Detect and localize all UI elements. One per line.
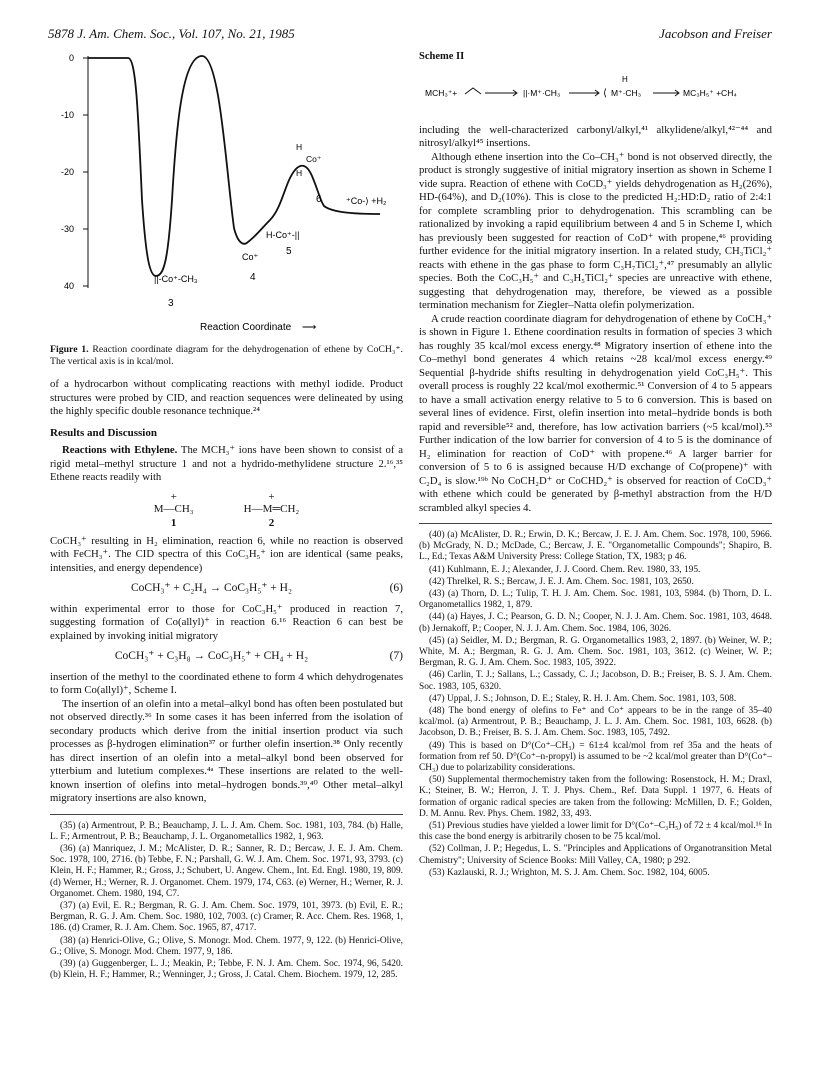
structure-1 bbox=[154, 491, 194, 529]
species-3-number: 3 bbox=[168, 298, 174, 309]
ethylene-icon bbox=[465, 88, 481, 94]
reference: (41) Kuhlmann, E. J.; Alexander, J. J. Coord. Chem. Rev. 1980, 33, 195. bbox=[429, 564, 701, 575]
reference: (51) Previous studies have yielded a lower limit for D°(Co⁺–C₃H₅) of 72 ± 4 kcal/mol.¹⁶ In this case the bond energy is arbitrarily chosen to be 75 kcal/mol. bbox=[419, 821, 772, 843]
footnotes-left bbox=[50, 814, 403, 982]
structures bbox=[50, 491, 403, 529]
structure-formula: M—CH₃ bbox=[153, 502, 194, 515]
equation-number: (7) bbox=[389, 650, 403, 662]
figure-1 bbox=[50, 50, 403, 340]
reference: (35) (a) Armentrout, P. B.; Beauchamp, J. L. J. Am. Chem. Soc. 1981, 103, 784. (b) Halle, L. F.; Armentrout, P. B.; Beauchamp, J. L. Organometallics 1982, 1, 963. bbox=[50, 820, 403, 842]
y-tick-label: -10 bbox=[60, 110, 74, 120]
scheme-products: MC₃H₅⁺ +CH₄ bbox=[683, 87, 737, 98]
y-tick-label: 0 bbox=[68, 53, 74, 63]
paragraph: CoCH₃⁺ resulting in H₂ elimination, reaction 6, while no reaction is observed with FeCH₃⁺. The CID spectra of this CoC₃H₅⁺ ion are identical (same peaks, intensities, and energy dependence) bbox=[50, 534, 403, 574]
equation-6 bbox=[50, 582, 403, 596]
species-6-co: Co⁺ bbox=[306, 154, 322, 164]
species-6-number: 6 bbox=[316, 194, 322, 205]
structure-formula: H—M═CH₂ bbox=[243, 502, 300, 515]
scheme-title: Scheme II bbox=[419, 51, 465, 62]
reference: (43) (a) Thorn, D. L.; Tulip, T. H. J. Am. Chem. Soc. 1981, 103, 5984. (b) Thorn, D. L. Organometallics 1982, 1, 879. bbox=[419, 589, 772, 611]
equation-7 bbox=[50, 650, 403, 664]
y-tick-label: 40 bbox=[63, 281, 74, 291]
reference: (45) (a) Seidler, M. D.; Bergman, R. G. Organometallics 1983, 2, 1897. (b) Weiner, W. P.; White, M. A.; Bergman, R. G. J. Am. Chem. Soc. 1981, 103, 3612. (c) Weiner, W. P.; Bergman, R. G. J. Am. Chem. Soc. 1983, 105, 3922. bbox=[419, 635, 772, 669]
species-5-label: H-Co⁺-|| bbox=[266, 230, 300, 240]
caption-text: Reaction coordinate diagram for the dehydrogenation of ethene by CoCH₃⁺. The vertical axis is in kcal/mol. bbox=[50, 344, 403, 367]
paragraph: Although ethene insertion into the Co–CH₃⁺ bond is not observed directly, the product is strongly suggestive of initial migratory insertion as shown in Scheme I vide supra. Reaction of ethene with CoCD₃⁺ yields dehydrogenation as H₂(26%), HD-(64%), and D₂(10%). This is close to the predicted H₂:HD:D₂ ratio of 2:4:1 for complete scrambling prior to dehydrogenation. This scrambling can be rationalized by invoking a rapid equilibrium between 4 and 5 in Scheme I, which has previously been suggested for reaction of CoD⁺ with propene,⁴⁶ providing further evidence for the initial migratory insertion. In a related study, CH₃TiCl₂⁺ reacts with ethene in the gas phase to form C₃H₇TiCl₂⁺,⁴⁷ presumably an allylic species. Both the CoC₃H₅⁺ and C₃H₅TiCl₂⁺ species are unreactive with ethene, suggesting that dehydrogenation may, therefore, be viewed as a possible termination mechanism for Ziegler–Natta olefin polymerization. bbox=[419, 150, 772, 311]
scheme-intermediate-1: ||·M⁺·CH₃ bbox=[523, 87, 561, 98]
structure-2 bbox=[244, 491, 300, 529]
species-4-label: Co⁺ bbox=[242, 252, 259, 262]
y-tick-label: -30 bbox=[60, 224, 74, 234]
left-column bbox=[50, 50, 403, 982]
scheme-2 bbox=[419, 68, 772, 110]
scheme-intermediate-2: M⁺·CH₃ bbox=[611, 87, 642, 98]
reference: (40) (a) McAlister, D. R.; Erwin, D. K.; Bercaw, J. E. J. Am. Chem. Soc. 1978, 100, 5966. (b) McGrady, N. D.; McDade, C.; Bercaw, J. E. "Organometallic Compounds"; Shapiro, B. L., Ed.; Texas A&M University Press: College Station, TX, 1983; p 46. bbox=[419, 530, 772, 563]
x-axis-arrow-icon: ⟶ bbox=[302, 322, 317, 333]
section-heading: Results and Discussion bbox=[50, 426, 157, 439]
reference: (47) Uppal, J. S.; Johnson, D. E.; Staley, R. H. J. Am. Chem. Soc. 1981, 103, 508. bbox=[429, 693, 737, 704]
scheme-diagram bbox=[419, 68, 772, 110]
reference: (39) (a) Guggenberger, L. J.; Meakin, P.; Tebbe, F. N. J. Am. Chem. Soc. 1974, 96, 5420. (b) Klein, H. F.; Hammer, R.; Wenninger, J.; Gross, J. Catal. Chem. Biochem. 1979, 12, 285. bbox=[50, 958, 403, 981]
header-journal: 5878 J. Am. Chem. Soc., Vol. 107, No. 21, 1985 bbox=[48, 26, 295, 41]
x-axis-label: Reaction Coordinate bbox=[200, 322, 292, 333]
species-3-label: ||-Co⁺-CH₃ bbox=[154, 274, 198, 284]
reference: (38) (a) Henrici-Olive, G.; Olive, S. Monogr. Mod. Chem. 1977, 9, 122. (b) Henrici-Olive, G.; Olive, S. Monogr. Mod. Chem. 1977, 9, 186. bbox=[50, 935, 403, 957]
subsection-heading: Reactions with Ethylene. bbox=[62, 444, 178, 456]
right-column bbox=[419, 50, 772, 880]
footnotes-right bbox=[419, 523, 772, 879]
products-label: ⁺Co-⟩ +H₂ bbox=[346, 196, 387, 206]
equation-formula: CoCH₃⁺ + C₃H₈ → CoC₃H₅⁺ + CH₄ + H₂ bbox=[114, 650, 309, 662]
paragraph: of a hydrocarbon without complicating reactions with methyl iodide. Product structures were probed by CID, and reaction sequences were delineated by using the highly specific double resonance technique.²⁴ bbox=[50, 378, 403, 417]
caption-label: Figure 1. bbox=[50, 344, 89, 355]
reference: (36) (a) Manriquez, J. M.; McAlister, D. R.; Sanner, R. D.; Bercaw, J. E. J. Am. Chem. Soc. 1978, 100, 2716. (b) Tebbe, F. N.; Parshall, G. W. J. Am. Chem. Soc. 1971, 93, 3793. (c) Klein, H. F.; Hammer, R.; Gross, J.; Schubert, U. Angew. Chem., Int. Ed. Engl. 1980, 19, 809. (d) Werner, H.; Werner, R. J. Organomet. Chem. 1979, 174, C63. (e) Werner, H.; Werner, R. J. Organomet. Chem. 1980, 194, C7. bbox=[50, 843, 403, 899]
scheme-bracket: ⟨ bbox=[603, 87, 607, 99]
paragraph: including the well-characterized carbonyl/alkyl,⁴¹ alkylidene/alkyl,⁴²⁻⁴⁴ and nitrosyl/alkyl⁴⁵ insertions. bbox=[419, 123, 772, 149]
paragraph: insertion of the methyl to the coordinated ethene to form 4 which dehydrogenates to form Co(allyl)⁺, Scheme I. bbox=[50, 670, 403, 696]
reaction-coordinate-diagram bbox=[50, 50, 403, 340]
energy-curve bbox=[88, 56, 380, 276]
species-6-h-bottom: H bbox=[296, 168, 303, 178]
paragraph: A crude reaction coordinate diagram for dehydrogenation of ethene by CoCH₃⁺ is shown in Figure 1. Ethene coordination results in formation of species 3 which has roughly 35 kcal/mol excess energy.⁴⁸ Migratory insertion of ethene into the Co–methyl bond generates 4 which retains ~28 kcal/mol excess energy.⁴⁹ Sequential β-hydride shifts resulting in dehydrogenation yield CoC₃H₅⁺. This overall process is roughly 22 kcal/mol exothermic.⁵¹ Conversion of 4 to 5 appears to have a small activation energy relative to 5 to 6 conversion. This is based on several lines of evidence. First, olefin insertion into metal–hydride bonds is both rapid and reversible⁵² and, therefore, has low activation barriers (~5 kcal/mol).⁵³ Further indication of the low barrier for conversion of 4 to 5 is the dominance of H₂ elimination for reaction of CoD⁺ with propene.⁴⁶ A larger barrier for conversion of 5 to 6 is assigned because H/D exchange of Co(propene)⁺ with C₂D₄ is slow.¹⁹ᵇ No CoCH₂D⁺ or CoCHD₂⁺ is observed for reaction of CoCD₃⁺ with ethene which could be generated by β-methyl abstraction from the H/D scrambled alkyl species 4. bbox=[419, 312, 772, 514]
reference: (44) (a) Hayes, J. C.; Pearson, G. D. N.; Cooper, N. J. J. Am. Chem. Soc. 1981, 103, 4648. (b) Jernakoff, P.; Cooper, N. J. J. Am. Chem. Soc. 1984, 106, 3026. bbox=[419, 612, 772, 634]
reference: (49) This is based on D°(Co⁺–CH₃) = 61±4 kcal/mol from ref 35a and the heats of formation from ref 50. D°(Co⁺–n-propyl) is assumed to be ~2 kcal/mol greater than D°(Co⁺–CH₃) due to polarizability considerations. bbox=[419, 740, 772, 774]
reference: (53) Kazlauski, R. J.; Wrighton, M. S. J. Am. Chem. Soc. 1982, 104, 6005. bbox=[429, 867, 710, 878]
paragraph: The insertion of an olefin into a metal–alkyl bond has often been postulated but not observed directly.³⁶ In some cases it has been inferred from the isolation of secondary products which derive from the initial insertion product via such processes as β-hydrogen elimination³⁷ or further olefin insertion.³⁸ Only recently has direct insertion of an olefin into a metal–alkyl bond been observed for ytterbium and lutetium complexes.⁴ᵃ These insertions are related to the well-known insertion of olefins into metal–hydrogen bonds.³⁹,⁴⁰ Other metal–alkyl migratory insertions are also known, bbox=[50, 697, 403, 804]
equation-formula: CoCH₃⁺ + C₂H₄ → CoC₃H₅⁺ + H₂ bbox=[131, 582, 292, 594]
header-authors: Jacobson and Freiser bbox=[659, 26, 772, 41]
figure-1-caption bbox=[50, 344, 403, 368]
charge-mark: + bbox=[170, 490, 177, 503]
reference: (50) Supplemental thermochemistry taken from the following: Rosenstock, H. M.; Draxl, K.; Steiner, B. W.; Herron, J. T. J. Phys. Chem., Ref. Data Suppl. 1 1977, 6. Heats of formation of organic radical species are taken from the following: McMillen, D. F.; Golden, D. M. Annu. Rev. Phys. Chem. 1982, 33, 493. bbox=[419, 775, 772, 819]
scheme-h-label: H bbox=[622, 74, 628, 84]
species-4-number: 4 bbox=[250, 272, 256, 283]
structure-number: 1 bbox=[170, 516, 177, 529]
charge-mark: + bbox=[268, 490, 275, 503]
scheme-reactant: MCH₃⁺+ bbox=[425, 87, 458, 98]
reference: (42) Threlkel, R. S.; Bercaw, J. E. J. Am. Chem. Soc. 1981, 103, 2650. bbox=[429, 576, 694, 587]
species-5-number: 5 bbox=[286, 246, 292, 257]
paragraph-text: The MCH₃⁺ ions have been shown to consist of a rigid metal–methyl structure 1 and not a hydrido-methylidene structure 2.¹⁶,³⁵ Ethene reacts readily with bbox=[50, 444, 403, 483]
y-tick-label: -20 bbox=[60, 167, 74, 177]
paragraph bbox=[50, 444, 403, 485]
reference: (46) Carlin, T. J.; Sallans, L.; Cassady, C. J.; Jacobson, D. B.; Freiser, B. S. J. Am. Chem. Soc. 1983, 105, 6320. bbox=[419, 670, 772, 692]
paragraph: within experimental error to those for CoC₃H₅⁺ produced in reaction 7, suggesting formation of Co(allyl)⁺ in reaction 6.¹⁶ Reaction 6 can best be explained by invoking initial migratory bbox=[50, 602, 403, 642]
structure-number: 2 bbox=[268, 516, 275, 529]
reference: (48) The bond energy of olefins to Fe⁺ and Co⁺ appears to be in the range of 35–40 kcal/mol. (a) Armentrout, P. B.; Beauchamp, J. L. J. Am. Chem. Soc. 1981, 103, 6628. (b) Jacobson, D. B.; Freiser, B. S. J. Am. Chem. Soc. 1983, 105, 7492. bbox=[419, 706, 772, 739]
equation-number: (6) bbox=[389, 582, 403, 594]
page-header bbox=[48, 26, 772, 42]
reference: (52) Collman, J. P.; Hegedus, L. S. "Principles and Applications of Organotransition Metal Chemistry"; University of Science Books: Mill Valley, CA, 1980; p 292. bbox=[419, 844, 772, 866]
reference: (37) (a) Evil, E. R.; Bergman, R. G. J. Am. Chem. Soc. 1979, 101, 3973. (b) Evil, E. R.; Bergman, R. G. J. Am. Chem. Soc. 1980, 102, 7003. (c) Cramer, R. Acc. Chem. Res. 1968, 1, 186. (d) Cramer, R. J. Am. Chem. Soc. 1965, 87, 4717. bbox=[50, 900, 403, 934]
species-6-h-top: H bbox=[296, 142, 303, 152]
